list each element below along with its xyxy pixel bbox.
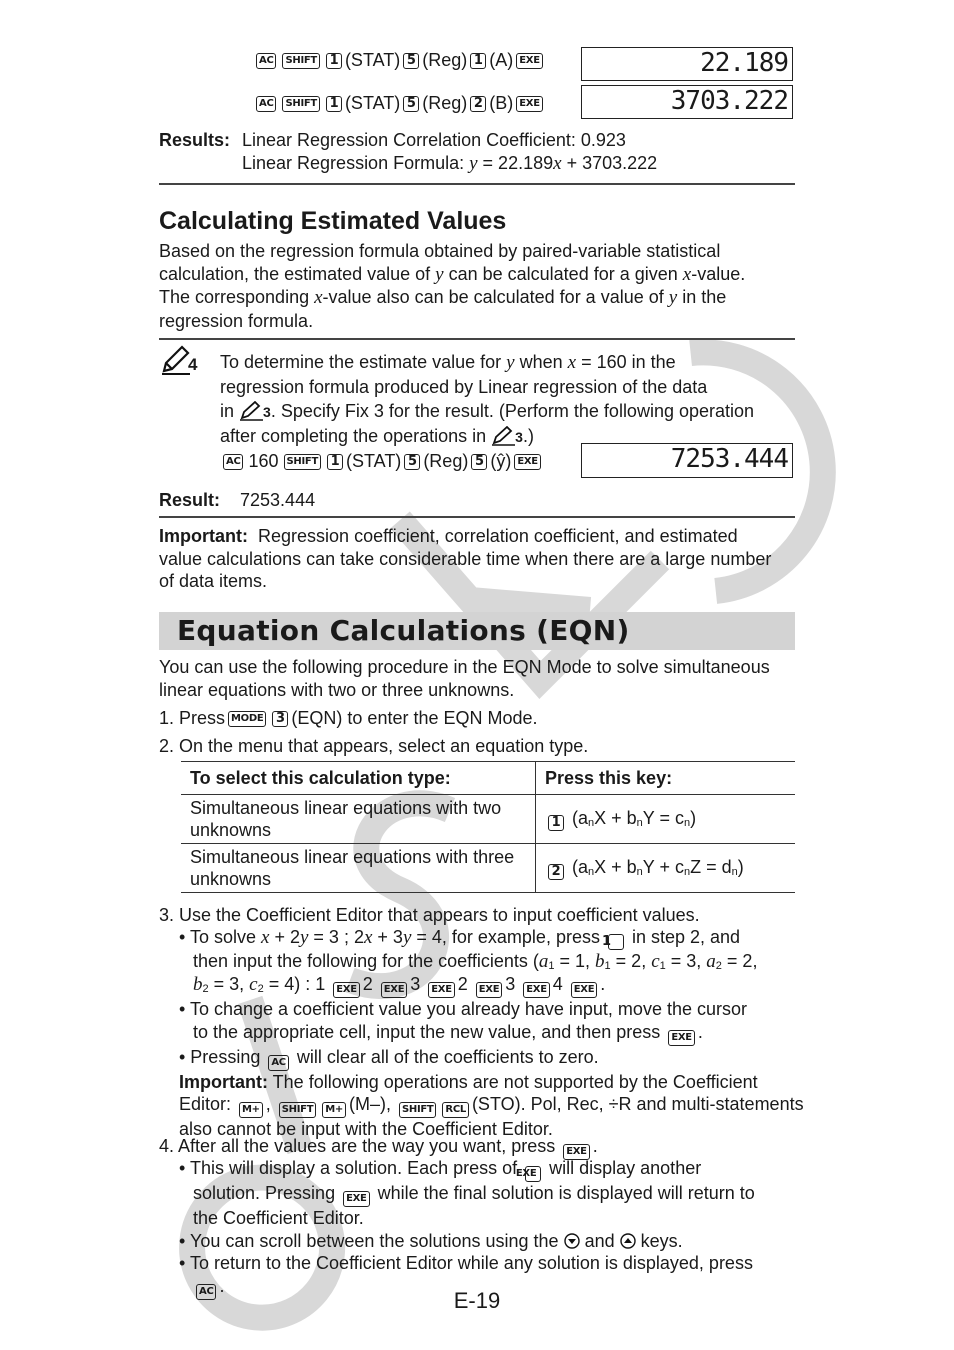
table-header-row bbox=[181, 762, 795, 795]
shift-key[interactable]: SHIFT bbox=[282, 96, 319, 112]
section-heading-estimated-values: Calculating Estimated Values bbox=[159, 207, 507, 235]
key-2[interactable]: 2 bbox=[470, 96, 486, 112]
exe-key[interactable]: EXE bbox=[571, 982, 597, 998]
table-cell: Simultaneous linear equations with three unknowns bbox=[181, 844, 536, 893]
exe-key[interactable]: EXE bbox=[523, 982, 549, 998]
results-line-1: Linear Regression Correlation Coefficient: 0.923 bbox=[242, 130, 626, 150]
divider bbox=[159, 183, 795, 185]
pencil-icon bbox=[239, 401, 263, 421]
key-5[interactable]: 5 bbox=[403, 53, 419, 69]
cursor-down-icon[interactable] bbox=[564, 1233, 580, 1249]
table-cell: Simultaneous linear equations with two unknowns bbox=[181, 795, 536, 844]
exe-key[interactable]: EXE bbox=[343, 1191, 369, 1207]
arg-label: (B) bbox=[489, 93, 514, 113]
estimated-values-paragraph: Based on the regression formula obtained by paired-variable statistical calculation, the estimated value of y can be calculated for a given x-value. The corresponding x-value also can be calculated for a value of y in the regression formula. bbox=[159, 241, 746, 331]
step-4: 4. After all the values are the way you want, press EXE . bbox=[159, 1135, 598, 1160]
equation-type-table bbox=[181, 761, 795, 893]
cursor-up-icon[interactable] bbox=[620, 1233, 636, 1249]
stat-label: (STAT) bbox=[344, 93, 401, 113]
section-banner bbox=[159, 612, 795, 650]
table-cell: 2 $(a_nX + b_nY + c_nZ = d_n)$ bbox=[536, 844, 796, 893]
arg-label: (A) bbox=[489, 50, 514, 70]
divider bbox=[159, 516, 795, 518]
exe-key[interactable]: EXE bbox=[525, 1166, 541, 1182]
example-key-sequence: AC 160 SHIFT 1 (STAT) 5 (Reg) 5 (ŷ) EXE bbox=[220, 451, 544, 472]
m-plus-key[interactable]: M+ bbox=[322, 1102, 346, 1118]
table-cell: 1 $(a_nX + b_nY = c_n)$ bbox=[536, 795, 796, 844]
table-row bbox=[181, 795, 795, 844]
m-plus-key[interactable]: M+ bbox=[239, 1102, 263, 1118]
key-1[interactable]: 1 bbox=[326, 53, 342, 69]
calculator-display-a: 22.189 bbox=[581, 47, 793, 81]
step-1: 1. Press MODE 3 (EQN) to enter the EQN Mode. bbox=[159, 708, 538, 728]
key-1[interactable]: 1 bbox=[326, 96, 342, 112]
exe-key[interactable]: EXE bbox=[668, 1030, 694, 1046]
key-2[interactable]: 2 bbox=[548, 864, 564, 880]
reg-label: (Reg) bbox=[422, 50, 468, 70]
example-marker bbox=[160, 345, 198, 376]
example-text: To determine the estimate value for y when x = 160 in the regression formula produced by Linear regression of the data in 3. Specify Fix 3 for the result. (Perform the following operation after completing the operations in 3.) bbox=[220, 352, 755, 446]
step-4-bullets: • This will display a solution. Each press of EXE will display another solution. Pressing EXE while the final solution is displayed will return to the Coefficient Editor. • You can scroll between the solutions using the and keys. • To return to the Coefficient Editor while any solution is displayed, press AC . bbox=[179, 1157, 795, 1300]
key-1[interactable]: 1 bbox=[608, 934, 624, 950]
shift-key[interactable]: SHIFT bbox=[279, 1102, 316, 1118]
table-header: Press this key: bbox=[536, 762, 796, 795]
shift-key[interactable]: SHIFT bbox=[284, 454, 321, 470]
ac-key[interactable]: AC bbox=[196, 1284, 216, 1300]
divider bbox=[159, 338, 795, 340]
exe-key[interactable]: EXE bbox=[514, 454, 540, 470]
example-number: 4 bbox=[188, 355, 198, 374]
key-sequence-b bbox=[253, 93, 546, 114]
step-2: 2. On the menu that appears, select an equation type. bbox=[159, 736, 589, 756]
ac-key[interactable]: AC bbox=[256, 96, 276, 112]
shift-key[interactable]: SHIFT bbox=[282, 53, 319, 69]
step-3-bullets: • To solve x + 2y = 3 ; 2x + 3y = 4, for example, press 1 in step 2, and then input the following for the coefficients ($a_1 = 1$, $b_1 = 2$, $c_1 = 3$, $a_2 = 2$, $b_2 = 3$, $c_2 = 4$) : 1 EXE 2 EXE 3 EXE 2 EXE 3 EXE 4 EXE . • To change a coefficient value you already have input, move the cursor to the appropriate cell, input the new value, and then press EXE . • Pressing AC will clear all of the coefficients to zero. Important: The following operations are not supported by the Coefficient Editor: M+ , SHIFT M+ (M–), SHIFT RCL (STO). Pol, Rec, ÷R and multi-statements also cannot be input with the Coefficient Editor. bbox=[179, 927, 804, 1139]
key-3[interactable]: 3 bbox=[272, 711, 288, 727]
key-sequence-a bbox=[253, 50, 546, 71]
reg-label: (Reg) bbox=[422, 93, 468, 113]
ac-key[interactable]: AC bbox=[256, 53, 276, 69]
stat-label: (STAT) bbox=[344, 50, 401, 70]
table-row bbox=[181, 844, 795, 893]
calculator-display-b: 3703.222 bbox=[581, 85, 793, 119]
exe-key[interactable]: EXE bbox=[381, 982, 407, 998]
exe-key[interactable]: EXE bbox=[563, 1144, 589, 1160]
exe-key[interactable]: EXE bbox=[333, 982, 359, 998]
results-lines bbox=[242, 129, 657, 175]
section-title-eqn: Equation Calculations (EQN) bbox=[177, 614, 630, 647]
page-number: E-19 bbox=[453, 1288, 501, 1313]
exe-key[interactable]: EXE bbox=[428, 982, 454, 998]
key-5[interactable]: 5 bbox=[403, 96, 419, 112]
exe-key[interactable]: EXE bbox=[516, 96, 542, 112]
important-note-1: Important: Regression coefficient, correlation coefficient, and estimated value calculations can take considerable time when there are a large number of data items. bbox=[159, 526, 772, 591]
calculator-display-estimate: 7253.444 bbox=[581, 443, 793, 478]
eqn-intro: You can use the following procedure in the EQN Mode to solve simultaneous linear equations with two or three unknowns. bbox=[159, 657, 770, 700]
pencil-icon bbox=[160, 345, 190, 375]
key-1[interactable]: 1 bbox=[470, 53, 486, 69]
exe-key[interactable]: EXE bbox=[476, 982, 502, 998]
example-result: Result: 7253.444 bbox=[159, 490, 316, 510]
mode-key[interactable]: MODE bbox=[228, 711, 266, 727]
rcl-key[interactable]: RCL bbox=[442, 1102, 469, 1118]
results-label: Results: bbox=[159, 130, 231, 150]
ac-key[interactable]: AC bbox=[223, 454, 243, 470]
shift-key[interactable]: SHIFT bbox=[399, 1102, 436, 1118]
step-3: 3. Use the Coefficient Editor that appears to input coefficient values. bbox=[159, 905, 700, 925]
key-1[interactable]: 1 bbox=[327, 454, 343, 470]
ac-key[interactable]: AC bbox=[268, 1055, 288, 1071]
key-5[interactable]: 5 bbox=[404, 454, 420, 470]
key-1[interactable]: 1 bbox=[548, 815, 564, 831]
pencil-icon bbox=[491, 426, 515, 446]
results-line-2: Linear Regression Formula: y = 22.189x + 3703.222 bbox=[242, 152, 658, 174]
results-block bbox=[159, 129, 230, 152]
key-5[interactable]: 5 bbox=[471, 454, 487, 470]
exe-key[interactable]: EXE bbox=[516, 53, 542, 69]
table-header: To select this calculation type: bbox=[181, 762, 536, 795]
